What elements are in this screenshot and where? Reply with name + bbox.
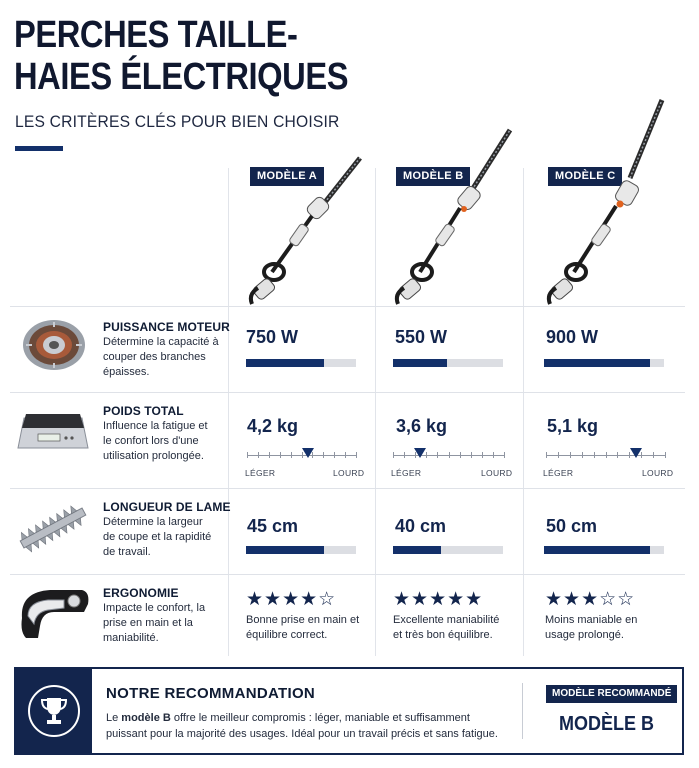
power-value-c: 900 W	[546, 327, 599, 347]
scale-tick	[437, 452, 438, 458]
hedge-blade-icon	[14, 498, 92, 558]
scale-tick	[653, 452, 654, 458]
recommendation-divider	[522, 683, 523, 739]
scale-tick	[594, 452, 595, 458]
criterion-desc-blade: Détermine la largeur de coupe et la rapidité de travail.	[103, 516, 212, 558]
weight-scale-heavy-label-b: LOURD	[481, 468, 513, 478]
scale-tick	[426, 452, 427, 458]
recommendation-text: Le modèle B offre le meilleur compromis : léger, maniable et suffisamment puissant pour la majorité des usages. Idéal pour un travail précis et sans fatigue.	[106, 712, 498, 740]
title-underline	[15, 146, 63, 151]
recommended-model-inline: modèle B	[121, 712, 171, 724]
scale-tick	[460, 452, 461, 458]
model-a-badge: MODÈLE A	[250, 167, 324, 186]
bar-fill	[544, 546, 650, 554]
power-bar-a	[246, 359, 356, 367]
blade-value-c: 50 cm	[546, 516, 598, 536]
bar-fill	[246, 359, 324, 367]
blade-value-a: 45 cm	[247, 516, 299, 536]
recommended-model-badge: MODÈLE RECOMMANDÉ	[546, 685, 677, 703]
bar-fill	[544, 359, 650, 367]
power-bar-b	[393, 359, 503, 367]
scale-tick	[546, 452, 547, 458]
scale-tick	[582, 452, 583, 458]
bar-fill	[393, 546, 441, 554]
ergonomics-note-b: Excellente maniabilité et très bon équilibre.	[393, 614, 500, 641]
column-divider	[523, 168, 524, 656]
scale-tick	[291, 452, 292, 458]
weight-scale-a	[247, 449, 357, 461]
row-divider	[10, 392, 685, 393]
scale-tick	[570, 452, 571, 458]
scale-tick	[345, 452, 346, 458]
hedge-trimmer-a-image	[240, 152, 370, 308]
weight-scale-light-label-b: LÉGER	[391, 468, 422, 478]
criterion-desc-ergonomics: Impacte le confort, la prise en main et la maniabilité.	[103, 602, 206, 644]
bar-fill	[393, 359, 447, 367]
blade-bar-b	[393, 546, 503, 554]
hedge-trimmer-c-image	[538, 94, 668, 308]
weight-marker	[630, 448, 642, 458]
ergonomics-note-a: Bonne prise en main et équilibre correct.	[246, 614, 360, 641]
criterion-desc-power: Détermine la capacité à couper des branches épaisses.	[103, 336, 219, 378]
blade-value-b: 40 cm	[395, 516, 447, 536]
criterion-title-ergonomics: ERGONOMIE	[103, 586, 179, 600]
scale-tick	[269, 452, 270, 458]
scale-tick	[504, 452, 505, 458]
row-divider	[10, 574, 685, 575]
bar-fill	[246, 546, 324, 554]
weight-marker	[302, 448, 314, 458]
page-subtitle: LES CRITÈRES CLÉS POUR BIEN CHOISIR	[15, 112, 340, 131]
scale-tick	[323, 452, 324, 458]
scale-tick	[493, 452, 494, 458]
weight-scale-light-label-a: LÉGER	[245, 468, 276, 478]
weight-value-b: 3,6 kg	[396, 416, 448, 436]
scale-tick	[617, 452, 618, 458]
ergonomics-rating-a: ★★★★☆	[246, 588, 337, 610]
weight-scale-c	[546, 449, 666, 461]
page-title: PERCHES TAILLE-HAIES ÉLECTRIQUES	[14, 14, 349, 98]
criterion-title-blade: LONGUEUR DE LAME	[103, 500, 231, 514]
scale-tick	[334, 452, 335, 458]
weight-scale-heavy-label-c: LOURD	[642, 468, 674, 478]
ergonomics-rating-c: ★★★☆☆	[545, 588, 636, 610]
trophy-icon	[40, 696, 68, 726]
scale-icon	[16, 402, 90, 456]
weight-value-c: 5,1 kg	[547, 416, 599, 436]
weight-scale-light-label-c: LÉGER	[543, 468, 574, 478]
scale-tick	[471, 452, 472, 458]
power-bar-c	[544, 359, 664, 367]
hedge-trimmer-b-image	[386, 124, 516, 308]
scale-tick	[258, 452, 259, 458]
recommended-model-name: MODÈLE B	[559, 713, 655, 735]
column-divider	[375, 168, 376, 656]
scale-tick	[665, 452, 666, 458]
scale-tick	[449, 452, 450, 458]
recommendation-panel	[14, 667, 684, 755]
recommendation-icon-panel	[16, 669, 92, 753]
criterion-title-power: PUISSANCE MOTEUR	[103, 320, 230, 334]
ergonomics-rating-b: ★★★★★	[393, 588, 484, 610]
scale-tick	[606, 452, 607, 458]
row-divider	[10, 488, 685, 489]
power-value-b: 550 W	[395, 327, 448, 347]
weight-scale-b	[393, 449, 505, 461]
criterion-title-weight: POIDS TOTAL	[103, 404, 184, 418]
column-divider	[228, 168, 229, 656]
recommendation-title: NOTRE RECOMMANDATION	[106, 685, 316, 702]
model-c-badge: MODÈLE C	[548, 167, 622, 186]
weight-scale-heavy-label-a: LOURD	[333, 468, 365, 478]
handle-icon	[14, 582, 92, 644]
scale-tick	[482, 452, 483, 458]
motor-icon	[18, 316, 90, 374]
weight-marker	[414, 448, 426, 458]
scale-tick	[280, 452, 281, 458]
scale-tick	[404, 452, 405, 458]
blade-bar-c	[544, 546, 664, 554]
scale-tick	[356, 452, 357, 458]
scale-tick	[393, 452, 394, 458]
blade-bar-a	[246, 546, 356, 554]
model-b-badge: MODÈLE B	[396, 167, 470, 186]
criterion-desc-weight: Influence la fatigue et le confort lors d'une utilisation prolongée.	[103, 420, 208, 462]
weight-value-a: 4,2 kg	[247, 416, 299, 436]
power-value-a: 750 W	[246, 327, 299, 347]
ergonomics-note-c: Moins maniable en usage prolongé.	[545, 614, 638, 641]
scale-tick	[558, 452, 559, 458]
scale-tick	[247, 452, 248, 458]
